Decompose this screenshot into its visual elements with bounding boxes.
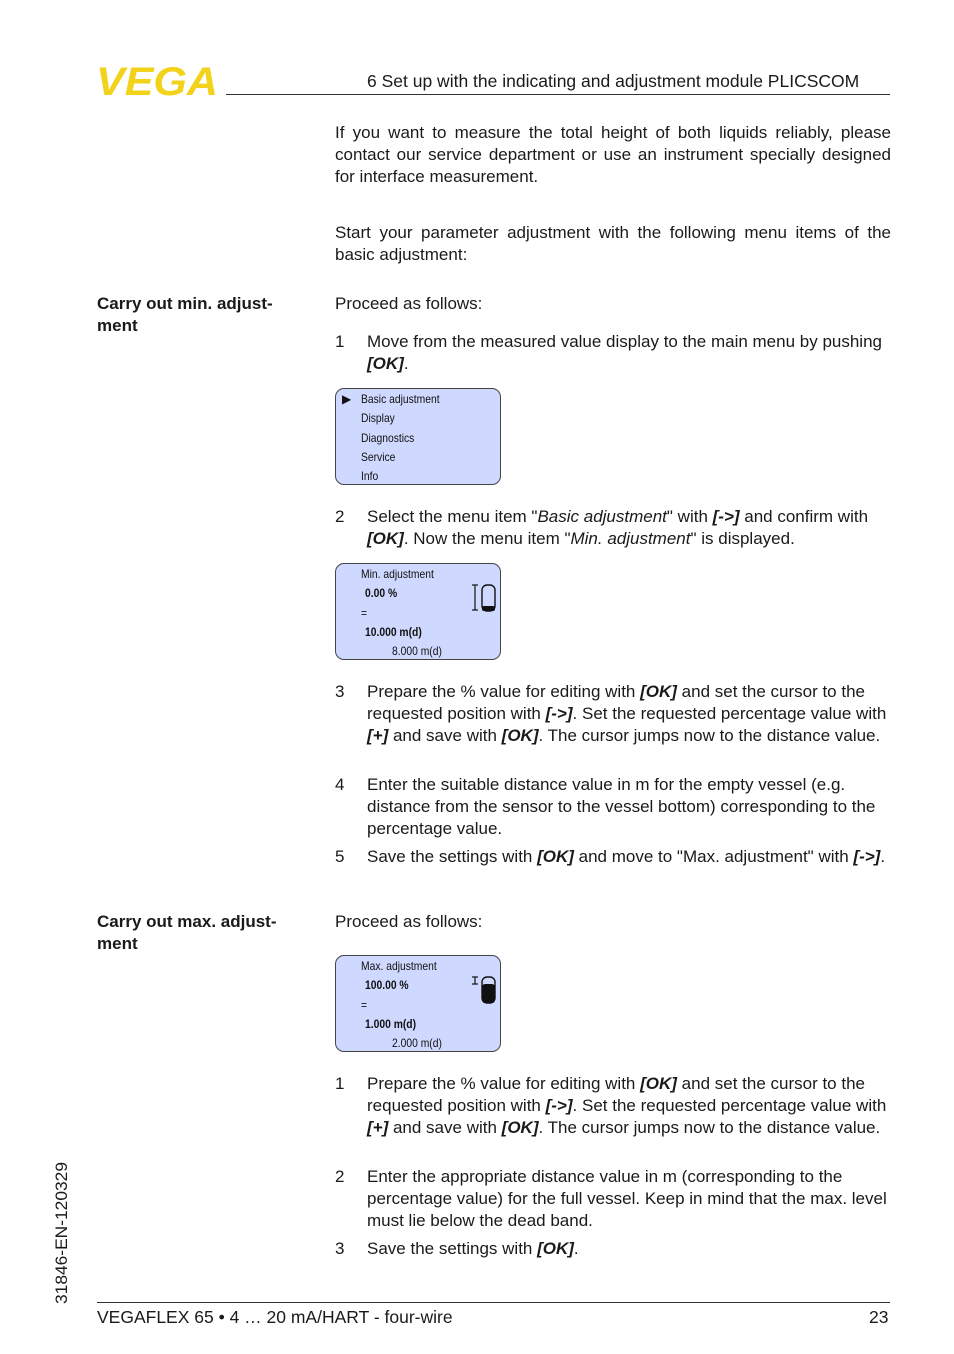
measured-value: 2.000 m(d) [392,1036,442,1050]
menu-name: Basic adjustment [537,507,667,526]
min-adjustment-heading: Carry out min. adjust-ment [97,294,273,335]
step-text: and set the cursor to the requested position with [367,682,865,723]
arrow-key: [->] [853,847,881,866]
percent-value: 0.00 % [365,586,398,600]
menu-item-display: Display [361,411,395,425]
menu-display [335,388,501,485]
step-text: . The cursor jumps now to the distance value. [538,726,881,745]
step-text: and confirm with [739,507,869,526]
min-step-2 [335,506,891,550]
ok-key: [OK] [367,354,404,373]
step-number: 3 [335,1239,345,1258]
ok-key: [OK] [501,726,539,745]
step-number: 2 [335,507,345,526]
intro-paragraph-1: If you want to measure the total height of both liquids reliably, please contact our service department or use an instrument specially designed for interface measurement. [335,123,891,186]
menu-item-basic-adjustment: Basic adjustment [361,392,440,406]
min-step-5 [335,846,891,868]
step-text: . [403,354,409,373]
step-text: . Now the menu item " [403,529,571,548]
step-text: " with [666,507,713,526]
distance-value: 10.000 m(d) [365,625,422,639]
min-step-3 [335,681,891,747]
page-number: 23 [869,1307,889,1327]
min-adjustment-display [335,563,501,660]
step-number: 1 [335,332,345,351]
distance-value: 1.000 m(d) [365,1017,417,1031]
ok-key: [OK] [640,682,677,701]
plus-key: [+] [367,1118,389,1137]
ok-key: [OK] [537,847,574,866]
max-step-2 [335,1166,891,1232]
vega-logo [96,64,220,98]
plus-key: [+] [367,726,389,745]
step-text: " is displayed. [690,529,795,548]
menu-item-diagnostics: Diagnostics [361,431,415,445]
empty-vessel-icon [472,582,498,618]
equals-sign: = [361,606,368,620]
step-text: Enter the suitable distance value in m for the empty vessel (e.g. distance from the sensor to the vessel bottom) corresponding to the percentage value. [367,775,876,838]
svg-text:31846-EN-120329: 31846-EN-120329 [52,1165,71,1304]
step-text: . Set the requested percentage value with [572,1096,887,1115]
step-number: 5 [335,847,345,866]
step-text: and move to "Max. adjustment" with [573,847,854,866]
step-text: Save the settings with [367,1239,538,1258]
step-number: 3 [335,682,345,701]
step-text: . [573,1239,579,1258]
max-step-3 [335,1238,891,1260]
step-text: . Set the requested percentage value with [572,704,887,723]
ok-key: [OK] [501,1118,539,1137]
min-step-1 [335,331,891,375]
step-text: Prepare the % value for editing with [367,1074,641,1093]
header-divider [226,94,890,95]
footer-product: VEGAFLEX 65 • 4 … 20 mA/HART - four-wire [97,1307,453,1327]
menu-name: Min. adjustment [570,529,691,548]
max-adjustment-heading: Carry out max. adjust-ment [97,912,277,953]
step-text: and set the cursor to the requested position with [367,1074,865,1115]
display-title: Min. adjustment [361,567,434,581]
max-proceed-text: Proceed as follows: [335,912,483,931]
document-number [50,1160,72,1304]
step-text: Move from the measured value display to the main menu by pushing [367,332,882,351]
arrow-key: [->] [545,704,573,723]
cursor-arrow-icon: ▶ [342,392,352,406]
step-text: and save with [388,726,502,745]
step-number: 4 [335,775,345,794]
menu-item-service: Service [361,450,396,464]
svg-text:VEGA: VEGA [96,64,218,98]
max-step-1 [335,1073,891,1139]
step-text: . The cursor jumps now to the distance value. [538,1118,881,1137]
percent-value: 100.00 % [365,978,409,992]
arrow-key: [->] [712,507,740,526]
chapter-title: 6 Set up with the indicating and adjustment module PLICSCOM [367,71,860,91]
min-proceed-text: Proceed as follows: [335,294,483,313]
min-step-4 [335,774,891,840]
arrow-key: [->] [545,1096,573,1115]
max-adjustment-display [335,955,501,1052]
ok-key: [OK] [640,1074,677,1093]
ok-key: [OK] [537,1239,574,1258]
menu-item-info: Info [361,469,379,483]
step-text: and save with [388,1118,502,1137]
step-text: Save the settings with [367,847,538,866]
measured-value: 8.000 m(d) [392,644,442,658]
step-text: Prepare the % value for editing with [367,682,641,701]
step-text: . [880,847,886,866]
full-vessel-icon [472,974,498,1010]
ok-key: [OK] [367,529,404,548]
intro-paragraph-2: Start your parameter adjustment with the following menu items of the basic adjustment: [335,223,891,264]
footer-divider [97,1302,890,1303]
step-number: 2 [335,1167,345,1186]
step-number: 1 [335,1074,345,1093]
step-text: Select the menu item " [367,507,538,526]
display-title: Max. adjustment [361,959,437,973]
equals-sign: = [361,998,368,1012]
step-text: Enter the appropriate distance value in m (corresponding to the percentage value) for the full vessel. Keep in mind that the max. level must lie below the dead band. [367,1167,887,1230]
